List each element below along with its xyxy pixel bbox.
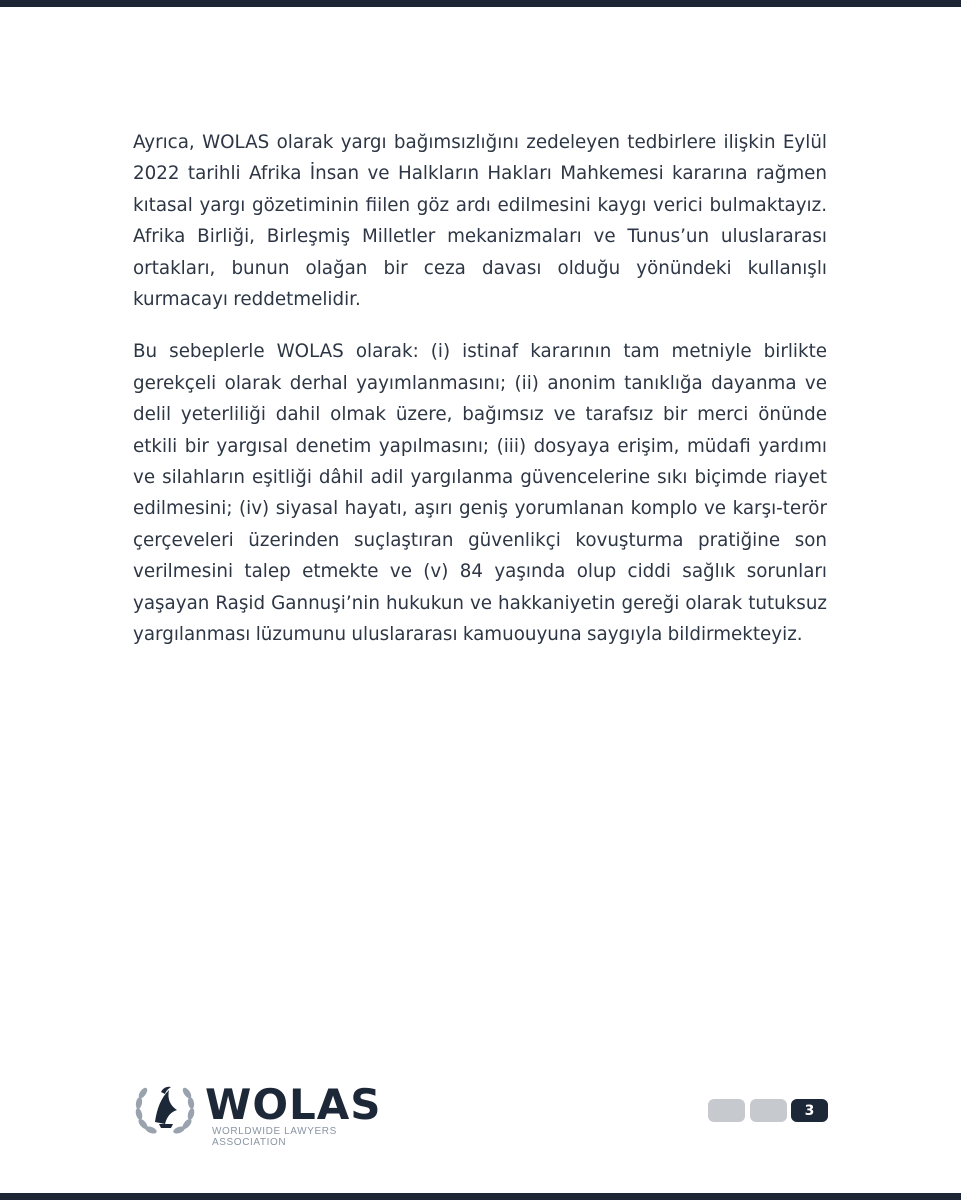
document-body — [133, 127, 827, 672]
page-pill — [750, 1099, 787, 1122]
laurel-eagle-icon — [133, 1078, 197, 1140]
bottom-border — [0, 1193, 961, 1200]
logo-wordmark: WOLAS — [205, 1080, 382, 1129]
page-number: 3 — [791, 1099, 828, 1122]
wolas-logo — [133, 1078, 413, 1148]
page-pill — [708, 1099, 745, 1122]
top-border — [0, 0, 961, 7]
paragraph-2: Bu sebeplerle WOLAS olarak: (i) istinaf kararının tam metniyle birlikte gerekçeli olarak derhal yayımlanmasını; (ii) anonim tanıklığa dayanma ve delil yeterliliği dahil olmak üzere, bağımsız ve tarafsız bir merci önünde etkili bir yargısal denetim yapılmasını; (iii) dosyaya erişim, müdafi yardımı ve silahların eşitliği dâhil adil yargılanma güvencelerine sıkı biçimde riayet edilmesini; (iv) siyasal hayatı, aşırı geniş yorumlanan komplo ve karşı-terör çerçeveleri üzerinden suçlaştıran güvenlikçi kovuşturma pratiğine son verilmesini talep etmekte ve (v) 84 yaşında olup ciddi sağlık sorunları yaşayan Raşid Gannuşi’nin hukukun ve hakkaniyetin gereği olarak tutuksuz yargılanması lüzumunu uluslararası kamuouyuna saygıyla bildirmekteyiz. — [133, 341, 827, 646]
paragraph-1: Ayrıca, WOLAS olarak yargı bağımsızlığını zedeleyen tedbirlere ilişkin Eylül 2022 tarihli Afrika İnsan ve Halkların Hakları Mahkemesi kararına rağmen kıtasal yargı gözetiminin fiilen göz ardı edilmesini kaygı verici bulmaktayız. Afrika Birliği, Birleşmiş Milletler mekanizmaları ve Tunus’un uluslararası ortakları, bunun olağan bir ceza davası olduğu yönündeki kullanışlı kurmacayı reddetmelidir. — [133, 132, 827, 311]
logo-tagline: WORLDWIDE LAWYERS ASSOCIATION — [212, 1126, 337, 1148]
